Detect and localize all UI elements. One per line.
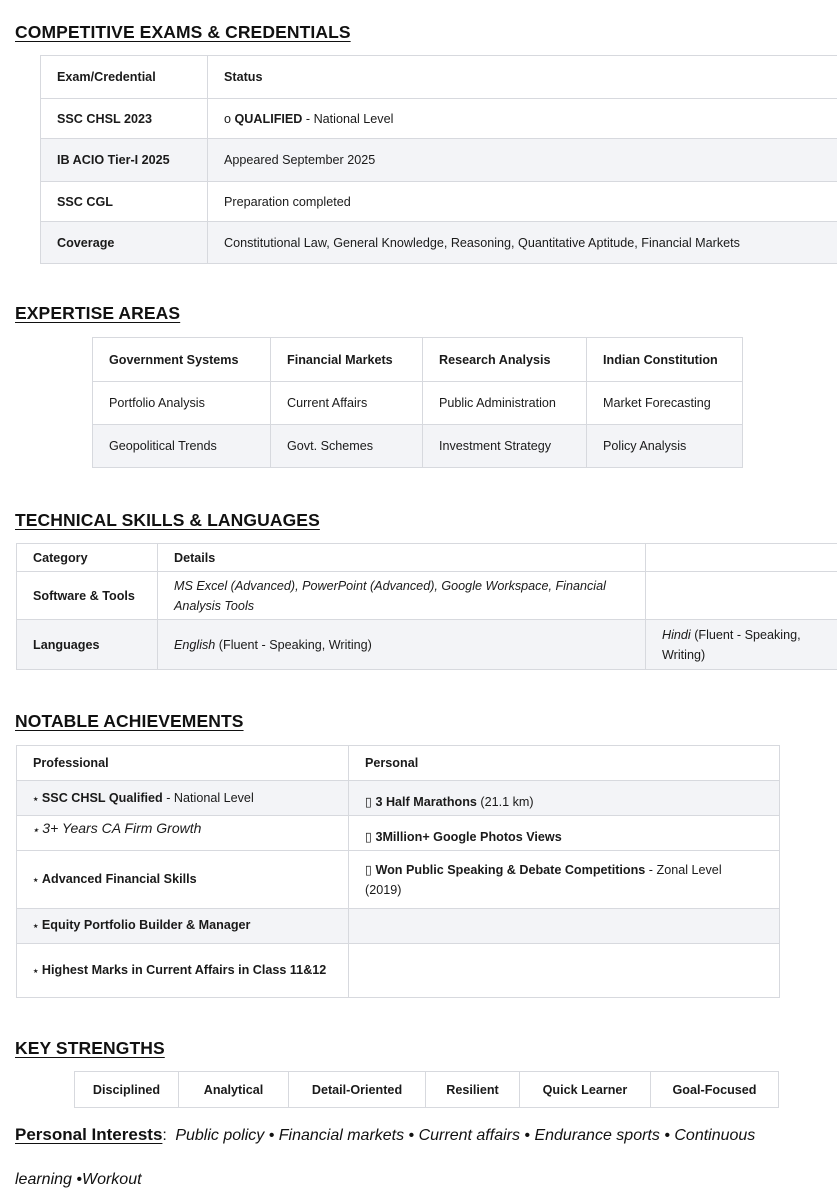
exam-name: IB ACIO Tier-I 2025 — [41, 139, 208, 182]
exam-name: Coverage — [41, 222, 208, 264]
ach-professional-item — [17, 781, 349, 816]
tech-heading: TECHNICAL SKILLS & LANGUAGES — [15, 510, 320, 530]
table-row — [17, 816, 780, 851]
table-row — [41, 56, 837, 99]
ach-text: 3+ Years CA Firm Growth — [42, 820, 202, 836]
table-row — [75, 1072, 779, 1108]
ach-professional-item — [17, 909, 349, 944]
exams-table — [40, 55, 837, 264]
table-row — [41, 182, 837, 222]
table-row — [41, 222, 837, 264]
strength-item: Resilient — [426, 1072, 520, 1108]
interests-colon: : — [162, 1127, 167, 1144]
ach-empty-cell — [349, 944, 780, 998]
expertise-cell: Investment Strategy — [423, 425, 587, 468]
strength-item: Detail-Oriented — [289, 1072, 426, 1108]
exams-header-exam: Exam/Credential — [41, 56, 208, 99]
status-rest: - National Level — [302, 111, 394, 126]
expertise-cell: Portfolio Analysis — [93, 382, 271, 425]
tech-empty-cell — [646, 544, 837, 572]
tech-empty-cell — [646, 572, 837, 620]
achievements-heading: NOTABLE ACHIEVEMENTS — [15, 711, 244, 731]
strength-item: Disciplined — [75, 1072, 179, 1108]
language-name: English — [174, 637, 216, 652]
strength-item: Goal-Focused — [651, 1072, 779, 1108]
ach-professional-item — [17, 944, 349, 998]
language-english — [158, 620, 646, 670]
strengths-table — [74, 1071, 779, 1108]
ach-bold: Equity Portfolio Builder & Manager — [41, 918, 251, 932]
exam-status: Appeared September 2025 — [208, 139, 837, 182]
languages-label: Languages — [17, 620, 158, 670]
language-hindi — [646, 620, 837, 670]
ach-bold: Advanced Financial Skills — [41, 871, 197, 886]
expertise-cell: Market Forecasting — [587, 382, 743, 425]
ach-personal-item — [349, 851, 780, 909]
exam-status — [208, 99, 837, 139]
ach-bold: Highest Marks in Current Affairs in Class 11&12 — [41, 962, 327, 977]
tech-table — [16, 543, 837, 670]
star-icon: ⭑ — [33, 965, 39, 977]
expertise-cell: Govt. Schemes — [271, 425, 423, 468]
ach-rest: - National Level — [162, 791, 254, 805]
strength-item: Analytical — [179, 1072, 289, 1108]
ach-empty-cell — [349, 909, 780, 944]
language-name: Hindi — [662, 627, 691, 642]
table-row — [41, 99, 837, 139]
bullet-marker: o — [224, 111, 232, 126]
status-bold: QUALIFIED — [234, 111, 303, 126]
expertise-cell: Geopolitical Trends — [93, 425, 271, 468]
expertise-header: Indian Constitution — [587, 338, 743, 382]
box-icon: ▯ — [365, 795, 372, 809]
strength-item: Quick Learner — [520, 1072, 651, 1108]
ach-bold: 3Million+ Google Photos Views — [375, 830, 562, 844]
ach-bold: Won Public Speaking & Debate Competitions — [375, 862, 646, 877]
interests-text: Public policy • Financial markets • Current affairs • Endurance sports • Continuous — [175, 1127, 756, 1144]
interests-line-2: learning •Workout — [15, 1171, 142, 1188]
table-row — [17, 572, 837, 620]
tech-header-details: Details — [158, 544, 646, 572]
exams-heading: COMPETITIVE EXAMS & CREDENTIALS — [15, 22, 351, 42]
table-row — [93, 338, 743, 382]
tech-header-category: Category — [17, 544, 158, 572]
box-icon: ▯ — [365, 830, 372, 844]
exam-status: Constitutional Law, General Knowledge, Reasoning, Quantitative Aptitude, Financial Markets — [208, 222, 837, 264]
ach-rest: (21.1 km) — [476, 795, 534, 809]
ach-header-professional: Professional — [17, 746, 349, 781]
expertise-header: Government Systems — [93, 338, 271, 382]
language-detail: (Fluent - Speaking, Writing) — [662, 627, 801, 662]
software-label: Software & Tools — [17, 572, 158, 620]
ach-professional-item — [17, 851, 349, 909]
star-icon: ⭑ — [33, 921, 39, 932]
expertise-table — [92, 337, 743, 468]
star-icon: ⭑ — [33, 825, 39, 836]
exam-status: Preparation completed — [208, 182, 837, 222]
ach-personal-item — [349, 816, 780, 851]
box-icon: ▯ — [365, 862, 372, 877]
table-row — [17, 944, 780, 998]
ach-professional-item — [17, 816, 349, 851]
ach-header-personal: Personal — [349, 746, 780, 781]
ach-rest: - Zonal Level (2019) — [365, 862, 722, 897]
achievements-table — [16, 745, 780, 998]
ach-bold: 3 Half Marathons — [375, 795, 477, 809]
expertise-header: Financial Markets — [271, 338, 423, 382]
ach-personal-item — [349, 781, 780, 816]
interests-line-1 — [15, 1125, 755, 1145]
exams-header-status: Status — [208, 56, 837, 99]
table-row — [17, 909, 780, 944]
expertise-cell: Public Administration — [423, 382, 587, 425]
expertise-header: Research Analysis — [423, 338, 587, 382]
table-row — [17, 620, 837, 670]
table-row — [17, 544, 837, 572]
ach-bold: SSC CHSL Qualified — [41, 791, 163, 805]
table-row — [17, 746, 780, 781]
table-row — [41, 139, 837, 182]
strengths-heading: KEY STRENGTHS — [15, 1038, 165, 1058]
expertise-cell: Policy Analysis — [587, 425, 743, 468]
exam-name: SSC CGL — [41, 182, 208, 222]
table-row — [93, 382, 743, 425]
software-details: MS Excel (Advanced), PowerPoint (Advanced), Google Workspace, Financial Analysis Tools — [158, 572, 646, 620]
table-row — [17, 781, 780, 816]
table-row — [93, 425, 743, 468]
table-row — [17, 851, 780, 909]
interests-label: Personal Interests — [15, 1125, 163, 1144]
expertise-heading: EXPERTISE AREAS — [15, 303, 181, 323]
star-icon: ⭑ — [33, 794, 39, 805]
star-icon: ⭑ — [33, 874, 39, 886]
exam-name: SSC CHSL 2023 — [41, 99, 208, 139]
expertise-cell: Current Affairs — [271, 382, 423, 425]
language-detail: (Fluent - Speaking, Writing) — [215, 637, 372, 652]
